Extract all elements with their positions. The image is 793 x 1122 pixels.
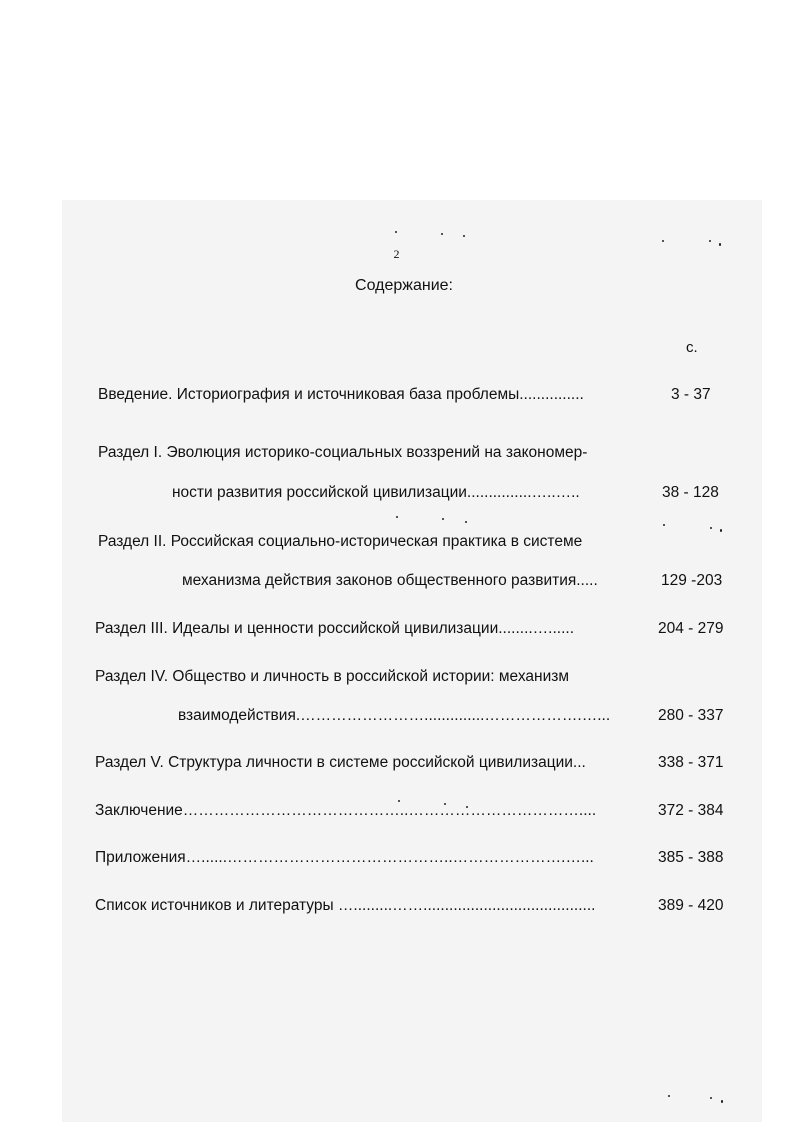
toc-pages-introduction: 3 - 37 (671, 386, 711, 403)
scan-speck (441, 233, 443, 235)
page-number: 2 (393, 247, 400, 261)
toc-entry-bibliography: Список источников и литературы ….........……........................................ (95, 897, 596, 914)
page-title: Содержание: (355, 277, 453, 294)
scan-speck (442, 518, 444, 520)
toc-pages-section-2: 129 -203 (661, 572, 723, 589)
toc-entry-section-2: Раздел II. Российская социально-историческая практика в системе (98, 533, 583, 550)
toc-entry-section-2-continued: механизма действия законов общественного развития..... (182, 572, 598, 589)
toc-entry-section-3: Раздел III. Идеалы и ценности российской цивилизации........…...... (95, 620, 575, 637)
toc-entry-conclusion: Заключение……………………………………..…………………………….... (95, 802, 597, 819)
toc-pages-appendices: 385 - 388 (658, 849, 724, 866)
toc-pages-section-3: 204 - 279 (658, 620, 724, 637)
toc-pages-conclusion: 372 - 384 (658, 802, 724, 819)
scan-speck (395, 231, 397, 233)
scan-speck (710, 1097, 712, 1099)
scan-speck (721, 1100, 723, 1103)
scan-speck (463, 235, 465, 237)
scan-speck (662, 240, 664, 242)
scan-speck (719, 243, 721, 246)
scanned-page-background (62, 200, 762, 1122)
scan-speck (710, 527, 712, 529)
toc-entry-appendices: Приложения…......……………………………………..………………….…... (95, 849, 594, 866)
toc-entry-section-1-continued: ности развития российской цивилизации...............…..….. (172, 484, 580, 501)
scan-speck (720, 529, 722, 532)
scan-speck (709, 240, 711, 242)
scan-speck (668, 1095, 670, 1097)
toc-entry-section-1: Раздел I. Эволюция историко-социальных воззрений на закономер- (98, 444, 588, 461)
toc-pages-section-1: 38 - 128 (662, 484, 719, 501)
scan-speck (396, 516, 398, 518)
toc-entry-section-4: Раздел IV. Общество и личность в российской истории: механизм (95, 668, 569, 685)
toc-entry-section-5: Раздел V. Структура личности в системе российской цивилизации... (95, 754, 586, 771)
toc-pages-section-4: 280 - 337 (658, 707, 724, 724)
pages-column-header: с. (686, 339, 698, 356)
toc-pages-bibliography: 389 - 420 (658, 897, 724, 914)
scan-speck (663, 524, 665, 526)
scan-speck (465, 521, 467, 523)
toc-pages-section-5: 338 - 371 (658, 754, 724, 771)
toc-entry-introduction: Введение. Историография и источниковая база проблемы............... (98, 386, 584, 403)
toc-entry-section-4-continued: взаимодействия.……………………..............……………….…... (178, 707, 611, 724)
